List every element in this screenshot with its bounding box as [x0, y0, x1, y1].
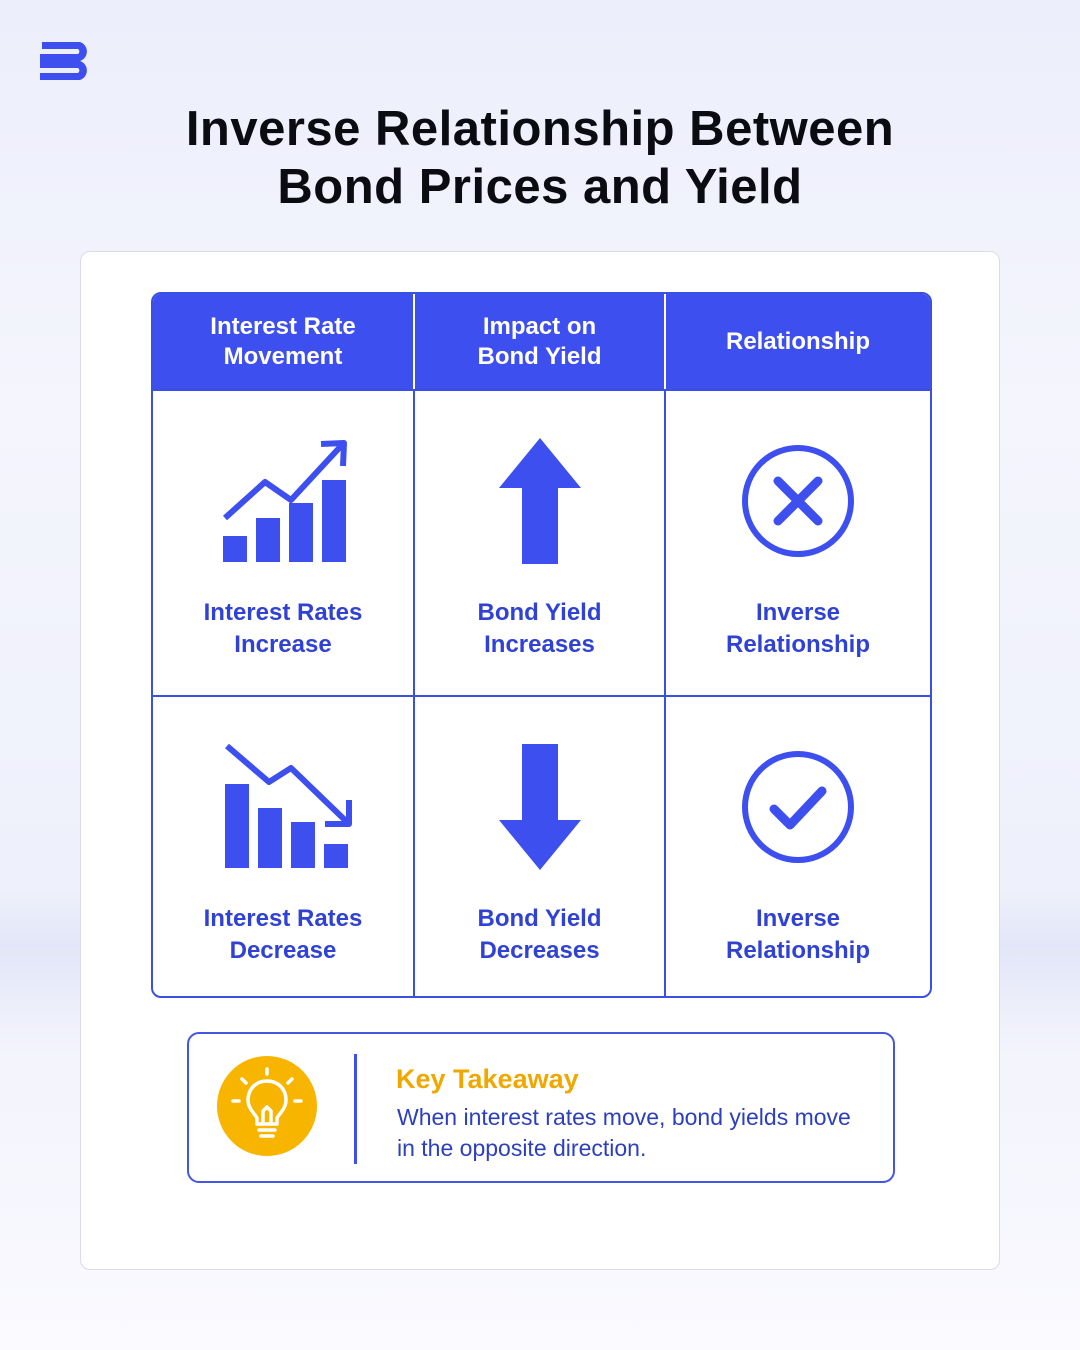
- title-line-2: Bond Prices and Yield: [277, 160, 803, 214]
- header-label: Interest Rate Movement: [210, 312, 356, 370]
- falling-bar-chart-icon: [213, 742, 353, 872]
- header-impact-on-bond-yield: [415, 294, 666, 389]
- circle-x-icon: [738, 441, 858, 561]
- page-title: [0, 100, 1080, 216]
- arrow-up-icon: [495, 436, 585, 566]
- movement-label: Interest Rates Increase: [203, 599, 363, 658]
- impact-label: Bond Yield Increases: [477, 599, 602, 658]
- takeaway-divider: [354, 1054, 357, 1164]
- takeaway-title: Key Takeaway: [396, 1064, 579, 1094]
- takeaway-text: When interest rates move, bond yields move in the opposite direction.: [397, 1104, 851, 1161]
- cell-relationship-inverse-1: [666, 389, 930, 695]
- circle-check-icon: [738, 747, 858, 867]
- header-interest-rate-movement: [153, 294, 415, 389]
- cell-yield-decreases: [415, 695, 666, 996]
- movement-label: Interest Rates Decrease: [203, 905, 363, 964]
- s-logo-icon: [40, 42, 90, 80]
- cell-rates-decrease: [153, 695, 415, 996]
- title-line-1: Inverse Relationship Between: [185, 102, 895, 156]
- cell-yield-increases: [415, 389, 666, 695]
- arrow-down-icon: [495, 742, 585, 872]
- header-label: Impact on Bond Yield: [477, 312, 602, 370]
- header-label: Relationship: [725, 327, 870, 355]
- lightbulb-icon: [230, 1067, 304, 1145]
- lightbulb-badge: [217, 1056, 317, 1156]
- cell-relationship-inverse-2: [666, 695, 930, 996]
- key-takeaway-box: [187, 1032, 895, 1183]
- relationship-label: Inverse Relationship: [725, 905, 870, 964]
- relationship-label: Inverse Relationship: [725, 599, 870, 658]
- header-relationship: [666, 294, 930, 389]
- cell-rates-increase: [153, 389, 415, 695]
- rising-bar-chart-icon: [213, 436, 353, 566]
- relationship-table: [151, 292, 932, 998]
- impact-label: Bond Yield Decreases: [477, 905, 602, 964]
